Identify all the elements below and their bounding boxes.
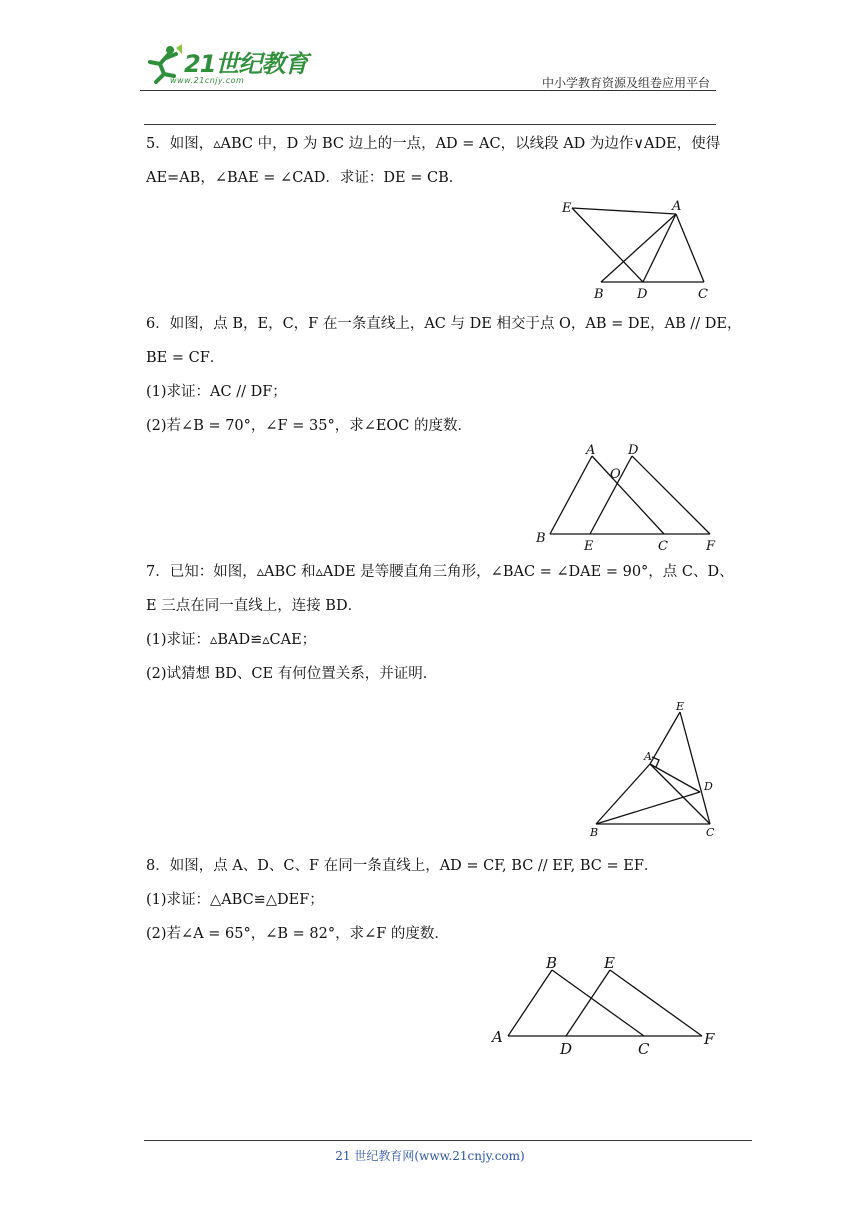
label-B: B	[594, 287, 604, 302]
label-C: C	[658, 539, 668, 554]
header-platform-text: 中小学教育资源及组卷应用平台	[541, 76, 710, 90]
logo-url: www.21cnjy.com	[170, 76, 245, 85]
problem-5-line-2: AE=AB，∠BAE = ∠CAD．求证：DE = CB．	[146, 170, 464, 186]
segment-AB	[601, 214, 676, 282]
segment-DF	[632, 456, 710, 534]
problem-7-part-2: (2)试猜想 BD、CE 有何位置关系，并证明．	[146, 666, 438, 682]
label-C: C	[698, 287, 708, 302]
label-A: A	[586, 443, 596, 458]
problem-5-figure	[558, 196, 728, 302]
problem-8-line-1: 8．如图，点 A、D、C、F 在同一条直线上，AD = CF, BC // EF, BC = EF．	[146, 858, 659, 874]
label-F: F	[704, 1030, 715, 1048]
segment-AC	[676, 214, 704, 282]
problem-7-line-2: E 三点在同一直线上，连接 BD．	[146, 598, 363, 614]
segment-EC	[680, 712, 710, 824]
label-D: D	[637, 287, 648, 302]
logo	[140, 40, 320, 92]
segment-AE	[650, 712, 680, 764]
label-D: D	[704, 780, 713, 793]
problem-6-part-1: (1)求证：AC // DF；	[146, 384, 287, 400]
footer-divider	[144, 1140, 752, 1141]
label-D: D	[560, 1040, 573, 1058]
segment-EA	[572, 208, 676, 214]
page-header	[140, 40, 716, 92]
segment-DE	[566, 970, 610, 1036]
label-A: A	[644, 750, 652, 763]
label-O: O	[610, 467, 621, 482]
problem-8-part-1: (1)求证：△ABC≌△DEF；	[146, 892, 324, 908]
label-E: E	[562, 201, 572, 216]
problem-7-figure	[584, 696, 724, 838]
footer-text: 21 世纪教育网(www.21cnjy.com)	[335, 1149, 525, 1163]
label-A: A	[672, 199, 682, 214]
segment-AB	[596, 764, 650, 824]
problem-8-figure	[488, 950, 724, 1060]
label-A: A	[492, 1028, 503, 1046]
header-divider	[140, 90, 716, 91]
logo-text: 21世纪教育	[184, 50, 308, 78]
label-B: B	[590, 826, 599, 838]
problem-7-line-1: 7．已知：如图，▵ABC 和▵ADE 是等腰直角三角形，∠BAC = ∠DAE = 90°，点 C、D、	[146, 564, 734, 580]
segment-BC	[552, 970, 644, 1036]
label-B: B	[536, 531, 546, 546]
content-top-rule	[144, 124, 716, 125]
problem-5-line-1: 5．如图，▵ABC 中，D 为 BC 边上的一点，AD = AC，以线段 AD 为边作∨ADE，使得	[146, 136, 721, 152]
segment-BD	[596, 792, 700, 824]
segment-AC	[592, 456, 664, 534]
segment-AD	[643, 214, 676, 282]
label-F: F	[706, 539, 716, 554]
problem-6-part-2: (2)若∠B = 70°，∠F = 35°，求∠EOC 的度数．	[146, 418, 473, 434]
label-C: C	[706, 826, 715, 838]
label-E: E	[676, 700, 685, 713]
problem-6-figure	[530, 442, 726, 554]
segment-AB	[508, 970, 552, 1036]
label-E: E	[604, 954, 615, 972]
label-C: C	[638, 1040, 650, 1058]
problem-6-line-2: BE = CF．	[146, 350, 225, 366]
segment-EF	[610, 970, 702, 1036]
label-E: E	[584, 539, 594, 554]
problem-6-line-1: 6．如图，点 B，E，C，F 在一条直线上，AC 与 DE 相交于点 O，AB = DE，AB // DE，	[146, 316, 742, 332]
label-D: D	[628, 443, 639, 458]
label-B: B	[546, 954, 558, 972]
problem-8-part-2: (2)若∠A = 65°，∠B = 82°，求∠F 的度数．	[146, 926, 449, 942]
segment-BA	[550, 456, 592, 534]
segment-AD	[650, 764, 700, 792]
segment-ED	[572, 208, 643, 282]
segment-AC	[650, 764, 710, 824]
problem-7-part-1: (1)求证：▵BAD≌▵CAE；	[146, 632, 317, 648]
